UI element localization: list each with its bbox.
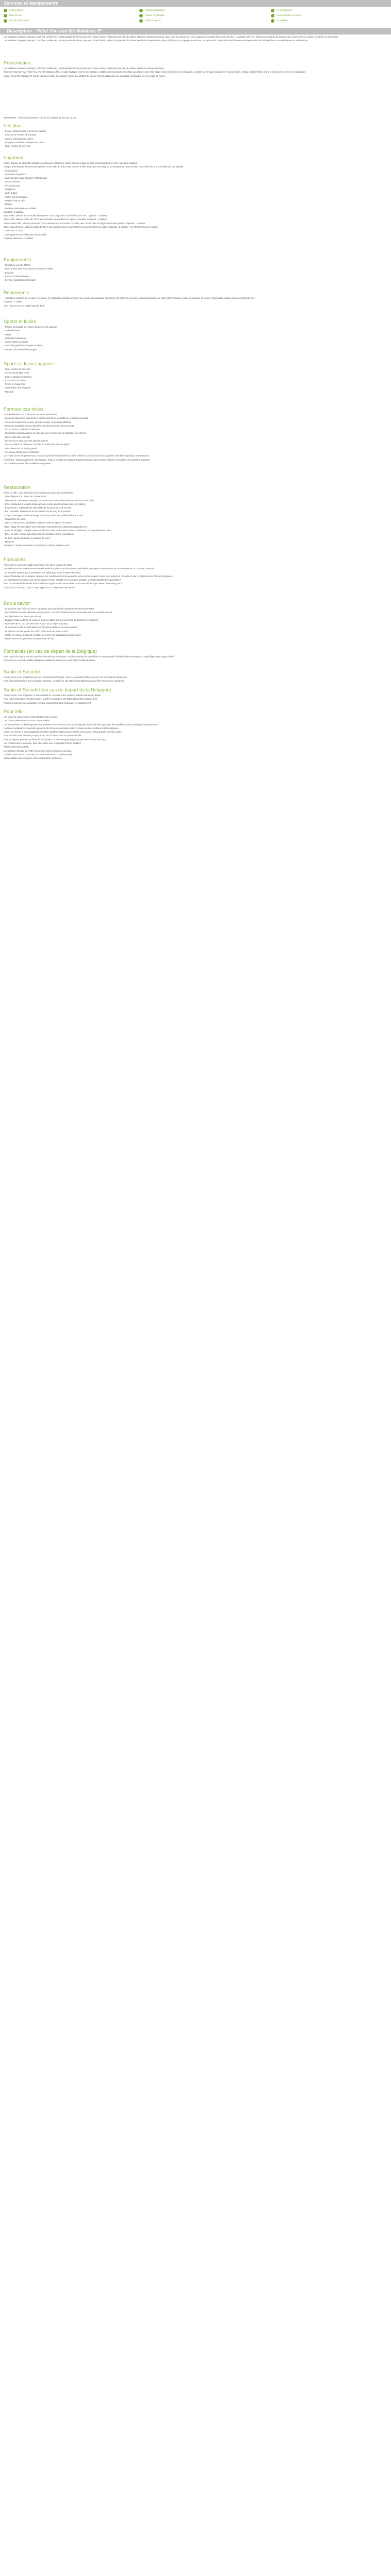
section-body: Les Maldives comptent quelque 1.200 îles coralliennes, petits paradis de fleurs posés sur l'océan indien, veillant la protection du calme, sérénité et beauté des lieux. Situé sur l'atoll de Raa, l'hôtel You and Me Maldives offre un cadre idyllique réservé aux adultes. L'établissement propose des villas sur pilotis et des villas plage, toutes décorées avec élégance, ouvertes sur le lagon turquoise et l'océan Indien. Chaque villa bénéficie d'une terrasse privée avec vue imprenable. L'hôtel You & Me Maldives 5* est un complexe intime et exclusif réservé aux adultes de plus de 16 ans, idéal pour une escapade romantique ou un voyage de noces. bbox=[4, 67, 306, 77]
section-heading: Sports et loisirs bbox=[4, 319, 36, 324]
section-heading: Pour info bbox=[4, 709, 23, 714]
service-item-fitness bbox=[271, 13, 301, 18]
gym-icon bbox=[139, 19, 143, 23]
section-body: Les Maldives comptent quelque 1.200 îles coralliennes, petits paradis de fleurs posés sur l'océan indien, veillant la protection du calme, sérénité et beauté des lieux. Idéal pour les amoureux et les voyageurs en quête d'un séjour de rêve. L'archipel est le lieu idéal pour un séjour de détente, que vous soyez en couple, en famille ou entre amis. Les Maldives comptent quelque 1.200 îles coralliennes, petits paradis de fleurs posés sur l'océan indien, veillant la protection du calme, sérénité et beauté de ces lieux, idéal pour un voyage en amoureux ou entre amis. Venez découvrir la nature exceptionnelle de l'archipel dans un cadre luxueux et authentique. bbox=[4, 36, 339, 42]
description-title: Description - Hôtel You and Me Maldives 5* bbox=[0, 28, 391, 35]
section-heading: Santé et Sécurité (en cas de départ de la Belgique) bbox=[4, 687, 111, 692]
diving-icon bbox=[139, 14, 143, 18]
section-formule bbox=[4, 406, 387, 465]
section-sante bbox=[4, 669, 387, 683]
service-item-gym bbox=[139, 19, 160, 23]
service-label: Accès internet bbox=[9, 9, 25, 12]
section-heading: Formalités bbox=[4, 557, 26, 562]
section-heading: Restaurants bbox=[4, 290, 29, 295]
section-pour-info bbox=[4, 708, 387, 760]
section-plus bbox=[4, 123, 387, 148]
section-body: Vous bénéficierez de la formule Tout inclus PREMIUM. - Les petits déjeuners, déjeuners et dîners sous forme de buffet au restaurant principal - Accès au restaurant à la carte (sur réservation, selon disponibilités) - Boissons alcoolisées et non alcoolisées à discrétion de 11h00 à minuit - Vin au verre et cocktails à sélection - Un minibar réapprovisionné une fois par jour en boissons non alcoolisées et bières - Thé et café dans les villas - Les en-cas et snacks servis dans la journée - Une excursion en bateau au coucher du soleil (une fois par séjour) - Une séance de snorkeling guidé - Accès aux activités non motorisées Les repas du soir se prennent au restaurant principal sous forme de buffet à thème. Certains soirs sont organisés des dîners spéciaux et animations. Non inclus : boissons premium, champagne, repas à la carte au restaurant gastronomique, soins au spa, activités motorisées et excursions payantes. Les horaires peuvent être modifiés sans préavis. bbox=[4, 413, 151, 465]
section-body: IMPORTANT : Hôtel exclusivement réservé aux adultes de plus de 16 ans. bbox=[4, 116, 77, 119]
section-heading: Formalités (en cas de départ de la Belgique) bbox=[4, 649, 97, 654]
service-item-diving bbox=[139, 13, 165, 18]
service-item-sea bbox=[4, 13, 22, 18]
service-item-aircon bbox=[271, 8, 292, 12]
services-list bbox=[0, 7, 391, 24]
service-label: Centre de plongée bbox=[145, 14, 165, 17]
section-body: - Séjour exclusivement réservé aux adultes - Choix de la formule All Inclusive - Cuisine internationale variée - Plongée et activités nautiques sur place - Spa et centre de bien-être bbox=[4, 130, 46, 148]
section-heading: Sports et loisirs payants bbox=[4, 361, 54, 366]
boat-icon bbox=[139, 9, 143, 12]
section-formalites-belgique bbox=[4, 648, 387, 663]
section-sports bbox=[4, 318, 387, 351]
section-body: - Spa et centre de bien-être - Centre de plongée PADI - Sports nautiques motorisés - Excursions en bateau - Pêche en haute mer - Observation des dauphins - Mini-golf bbox=[4, 368, 32, 393]
service-item-tv bbox=[271, 19, 288, 23]
section-body: - Animation régulière ou en soirée en saison. Le restaurant principal propose une cuisine internationale sous forme de buffet. Un second restaurant propose une carte gastronomique à base de produits de la mer et spécialités locales servies en bord de mer. Capacité : 2 salles. Infos : tenue correcte exigée pour le dîner. bbox=[4, 297, 255, 307]
section-body: Aucun vaccin n'est obligatoire pour les ressortissants français. Il est recommandé d'être à jour de ses vaccinations habituelles. Pour plus d'informations sur la situation sanitaire, consultez le site https://www.diplomatie.gouv.fr/fr/conseils-aux-voyageurs bbox=[4, 676, 128, 683]
section-body: Les taxes de séjour sont à régler directement sur place. Les photos présentées sont non contractuelles. Les informations sur l'hébergement, les activités et les services sont communiquées à titre indicatif et peuvent être modifiées sans préavis par l'établissement. Certaines installations et activités peuvent être fermées ou limitées selon la saison ou les conditions météorologiques. L'hôtel se réserve le droit d'appliquer des frais supplémentaires pour certains services non inclus dans la formule choisie. Tous les tarifs sont indiqués par personne, sur la base d'une occupation double. Pour les séjours pendant les fêtes de fin d'année, un dîner de gala obligatoire peut être facturé sur place. Les horaires des restaurants, bars et activités sont susceptibles d'être modifiés. PRÉCISION ENCADRÉE La catégorie officielle de l'hôtel est donnée selon les normes du pays. N'hésitez pas à nous contacter pour toute information complémentaire. Séjour adapté aux voyageurs recherchant calme et détente. bbox=[4, 716, 159, 760]
section-heading: Bon à savoir bbox=[4, 601, 30, 606]
section-heading: Les plus bbox=[4, 123, 22, 128]
services-title: Services et équipements bbox=[0, 0, 391, 7]
section-bon-savoir bbox=[4, 600, 387, 641]
sea-icon bbox=[4, 14, 7, 18]
section-logement bbox=[4, 155, 387, 240]
section-heading: Formule tout inclus bbox=[4, 406, 44, 412]
section-body: Passeport en cours de validité supérieure à 6 mois à la date de retour. Formalités pour les ressortissants de nationalité française. Pour les autres nationalités, renseignez-vous auprès de l'ambassade ou du consulat concerné. Les autorités exigent que le passeport soit valide pour toute la durée du séjour. Suite à l'évolution de la situation sanitaire, les conditions d'entrée peuvent évoluer à tout moment. Nous vous invitons à consulter le site du Ministère des Affaires Étrangères. Les informations fournies sont communiquées à titre indicatif et ne sauraient engager la responsabilité de l'organisateur. Il est recommandé de vérifier les formalités en vigueur avant votre départ sur le site officiel https://www.diplomatie.gouv.fr COÛT ÉLECTRIQUE : 230V / 50Hz. Type D et G. Adaptateur nécessaire. bbox=[4, 564, 173, 589]
section-body: Dîner en villa : vous bénéficiez à la formule tout inclus (sur réservation). L'hôtel dispose d'un bar et de 3 restaurants : - The Islands : restaurant principal proposant une cuisine internationale sous forme de buffet. - Dine : restaurant à la carte proposant une cuisine gastronomique (sur réservation). - Sea Dreams : restaurant de spécialités de poissons et fruits de mer. - Bar : cocktails, boissons et en-cas servis tout au long de la journée. Le Spa : massages, soins du visage et du corps dans des pavillons face à la mer. - Ouvert tous les jours. - Dans certains soins, possibilité d'utiliser la salle de sport et le sauna. Plage : plage de sable blanc avec transats et parasols mis à disposition gratuitement. Centre de plongée : plongée autour de l'île et sur les récifs environnants. Certification PADI possible sur place. - Dîner en villa : 3 plats avec boissons non alcoolisées (sur réservation). - Le Spa : sauna, hammam et cabines de soins. - Bijouterie. Animation : soirées dansantes et spectacles à thème certains soirs. bbox=[4, 492, 112, 547]
section-heading: Restauration bbox=[4, 485, 31, 490]
section-infos bbox=[4, 116, 387, 120]
satellite-tv-icon bbox=[271, 19, 274, 23]
section-heading: Présentation bbox=[4, 60, 30, 65]
service-item-pool bbox=[4, 19, 29, 23]
section-formalites bbox=[4, 556, 387, 589]
section-intro bbox=[4, 35, 387, 43]
wifi-icon bbox=[4, 9, 7, 12]
service-label: Bord de mer bbox=[9, 14, 23, 17]
section-heading: Equipements bbox=[4, 257, 31, 262]
section-restauration bbox=[4, 484, 387, 547]
section-body: - Le transfert vers l'hôtel se fait en hydravion (45 min) depuis l'aéroport international de Malé. - Les transferts ne sont effectués qu'en journée ; une nuit à Malé peut être nécessaire selon les horaires de vol. - Les hydravions ne volent pas de nuit. - Bagages limités à 20 kg en soute et 5 kg en cabine par personne lors du transfert en hydravion. - Taxe verte de 6 USD par personne et par nuit, à régler sur place. - La monnaie locale est la Rufiyaa (MVR) mais le dollar est accepté partout. - Le check-in se fait à partir de 14h00 et le check-out avant 12h00. - L'hôtel se réserve le droit de modifier ou fermer ses installations sans préavis. - Tenue correcte exigée dans les restaurants le soir. bbox=[4, 607, 113, 640]
section-equipements bbox=[4, 257, 387, 282]
section-restaurants bbox=[4, 290, 387, 308]
section-body: Pour toute information sur les conditions d'entrée pour ce séjour, veuillez consulter le site officiel du Service public fédéral Affaires étrangères : https://diplomatie.belgium.be/fr Passeport en cours de validité obligatoire, valable au minimum 6 mois après la date de retour. bbox=[4, 655, 174, 662]
section-body: L'hôtel dispose de 105 villas réparties en plusieurs catégories, toutes décorées dans un style contemporain avec des matériaux naturels. Chaque villa dispose d'une terrasse privée, d'une salle de bains avec douche à effet pluie, d'un dressing, de la climatisation, d'un minibar, d'un coffre-fort et d'une télévision par satellite. - Climatisation - Ventilateur de plafond - Salle de bains avec douche à effet de pluie - Sèche-cheveux - TV à écran plat - Téléphone - Wi-Fi gratuit - Coffre-fort électronique - Plateau / thé et café - Minibar - Terrasse aménagée de mobilier Capacité : 2 adultes. Beach villa : villa de 63 m² située directement sur la plage avec accès direct à la mer. Capacité : 2 adultes. Water villa : villa sur pilotis de 72 m² avec terrasse, accès direct au lagon et transats. Capacité : 2 adultes. Sunset water villa : villa sur pilotis de 72 m² orientée vers le coucher du soleil, avec accès direct au lagon et terrasse privée. Capacité : 2 adultes. Water villa with pool : villa sur pilotis de 85 m² avec piscine privée à débordement et accès direct au lagon. Capacité : 2 adultes (+1 enfant de plus de 16 ans). A partir de 27/12/20 L'aménagement des villas peut être modifié. Capacité maximale : 2 adultes. bbox=[4, 162, 184, 240]
service-label: Tv satellite bbox=[276, 19, 288, 22]
section-body: - Piscine aménagée de chaises longues et de parasols - Salle de fitness - Tennis - Volleyball, badminton - Kayak, stand up paddle - Snorkeling (prêt de masques et tubas) - Location de matériel de plongée bbox=[4, 326, 58, 351]
section-body: - Réception ouverte 24h/24 - Wi-Fi gratuit dans les espaces communs et villas - Boutique - Service de blanchisserie - Service médical (sur demande) bbox=[4, 264, 53, 282]
section-sante-belgique bbox=[4, 687, 387, 705]
service-label: Piscine découverte bbox=[9, 19, 29, 22]
section-heading: Logement bbox=[4, 155, 25, 160]
air-conditioning-icon bbox=[271, 9, 274, 12]
fitness-icon bbox=[271, 14, 274, 18]
section-body: Aucun vaccin n'est obligatoire. Il est conseillé de consulter votre médecin traitant avant votre départ. Pour toute information complémentaire, veuillez consulter le site https://diplomatie.belgium.be/fr Pensez à souscrire une assurance voyage couvrant les frais médicaux et le rapatriement. bbox=[4, 694, 102, 704]
service-item-internet bbox=[4, 8, 24, 12]
section-presentation bbox=[4, 60, 387, 78]
service-label: Centre remise en forme bbox=[276, 14, 302, 17]
pool-icon bbox=[4, 19, 7, 23]
section-sports-payants bbox=[4, 361, 387, 394]
service-label: Air conditionné bbox=[276, 9, 292, 12]
service-label: Salle de sports bbox=[145, 19, 161, 22]
service-label: Activités nautiques bbox=[145, 9, 165, 12]
section-heading: Santé et Sécurité bbox=[4, 669, 40, 674]
service-item-nautical bbox=[139, 8, 165, 12]
